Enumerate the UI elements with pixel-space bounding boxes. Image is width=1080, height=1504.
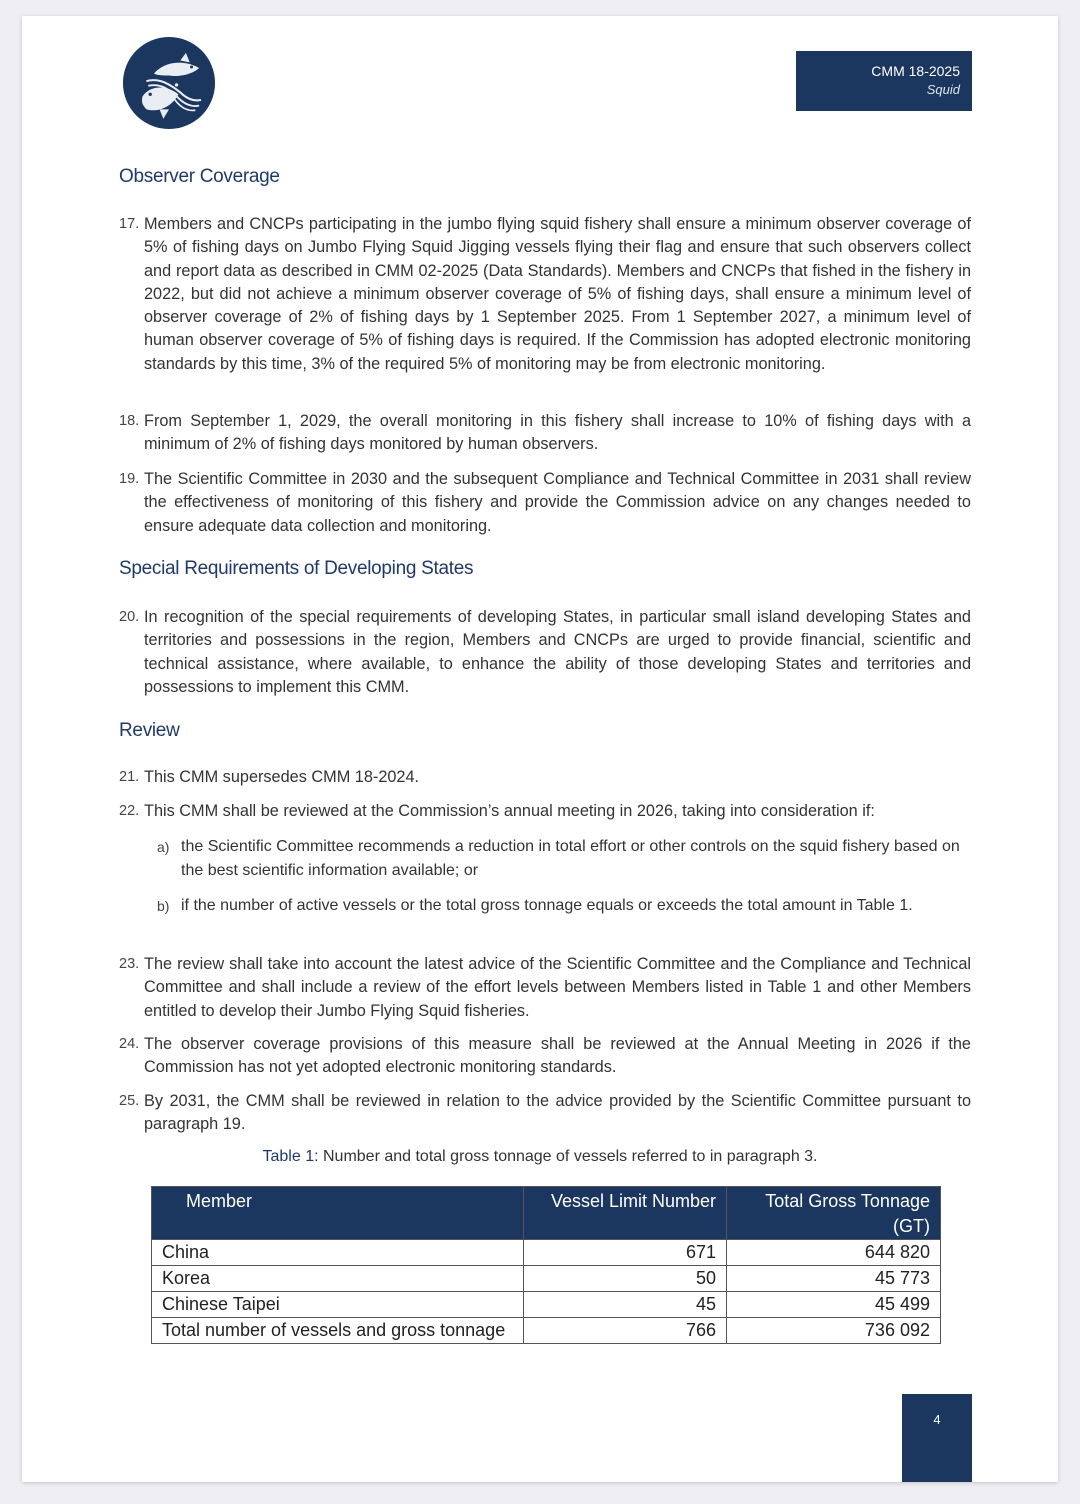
table-caption-text: Number and total gross tonnage of vessels referred to in paragraph 3. bbox=[318, 1148, 818, 1165]
paragraph-19 bbox=[119, 468, 971, 538]
sub-item-a bbox=[157, 835, 962, 883]
paragraph-23 bbox=[119, 953, 971, 1023]
column-header-gross-tonnage: Total Gross Tonnage (GT) bbox=[727, 1187, 941, 1240]
paragraph-number: 18. bbox=[119, 413, 140, 429]
member-cell: Total number of vessels and gross tonnage bbox=[152, 1318, 524, 1344]
paragraph-text: This CMM shall be reviewed at the Commission’s annual meeting in 2026, taking into consideration if: bbox=[144, 802, 875, 820]
document-code: CMM 18-2025 bbox=[871, 63, 960, 79]
paragraph-number: 17. bbox=[119, 216, 140, 232]
table-row bbox=[152, 1292, 941, 1318]
member-cell: Chinese Taipei bbox=[152, 1292, 524, 1318]
page-number: 4 bbox=[933, 1412, 941, 1427]
vessel-limit-cell: 671 bbox=[524, 1240, 727, 1266]
sub-item-label: a) bbox=[157, 839, 170, 855]
gross-tonnage-cell: 45 773 bbox=[727, 1266, 941, 1292]
paragraph-21 bbox=[119, 766, 971, 789]
paragraph-number: 20. bbox=[119, 609, 140, 625]
section-heading-developing-states: Special Requirements of Developing States bbox=[119, 558, 474, 579]
paragraph-text: The review shall take into account the latest advice of the Scientific Committee and the Compliance and Technical Committee and shall include a review of the effort levels between Members listed in Table 1 and other Members entitled to develop their Jumbo Flying Squid fisheries. bbox=[144, 955, 971, 1020]
paragraph-number: 23. bbox=[119, 956, 140, 972]
document-page bbox=[22, 16, 1058, 1482]
table-row bbox=[152, 1266, 941, 1292]
paragraph-text: The observer coverage provisions of this measure shall be reviewed at the Annual Meeting in 2026 if the Commission has not yet adopted electronic monitoring standards. bbox=[144, 1035, 971, 1077]
page-number-badge bbox=[902, 1394, 972, 1482]
sub-item-text: if the number of active vessels or the total gross tonnage equals or exceeds the total amount in Table 1. bbox=[181, 897, 913, 914]
member-cell: China bbox=[152, 1240, 524, 1266]
table-row-total bbox=[152, 1318, 941, 1344]
sub-item-text: the Scientific Committee recommends a reduction in total effort or other controls on the squid fishery based on the best scientific information available; or bbox=[181, 838, 960, 879]
paragraph-number: 24. bbox=[119, 1036, 140, 1052]
gross-tonnage-cell: 644 820 bbox=[727, 1240, 941, 1266]
vessel-tonnage-table bbox=[151, 1186, 941, 1344]
paragraph-20 bbox=[119, 606, 971, 699]
paragraph-text: In recognition of the special requirements of developing States, in particular small island developing States and territories and possessions in the region, Members and CNCPs are urged to provide financial, scientific and technical assistance, where available, to enhance the ability of those developing States and territories and possessions to implement this CMM. bbox=[144, 608, 971, 696]
paragraph-text: The Scientific Committee in 2030 and the subsequent Compliance and Technical Committee in 2031 shall review the effectiveness of monitoring of this fishery and provide the Commission advice on any changes needed to ensure adequate data collection and monitoring. bbox=[144, 470, 971, 535]
paragraph-17 bbox=[119, 213, 971, 376]
table-caption-label: Table 1: bbox=[262, 1148, 319, 1165]
sub-item-b bbox=[157, 894, 962, 918]
document-subject: Squid bbox=[926, 82, 960, 97]
gross-tonnage-cell: 45 499 bbox=[727, 1292, 941, 1318]
column-header-member: Member bbox=[152, 1187, 524, 1240]
paragraph-text: This CMM supersedes CMM 18-2024. bbox=[144, 768, 420, 786]
table-row bbox=[152, 1240, 941, 1266]
vessel-limit-cell: 766 bbox=[524, 1318, 727, 1344]
paragraph-number: 21. bbox=[119, 769, 140, 785]
paragraph-number: 19. bbox=[119, 471, 140, 487]
paragraph-18 bbox=[119, 410, 971, 457]
paragraph-text: Members and CNCPs participating in the jumbo flying squid fishery shall ensure a minimum observer coverage of 5% of fishing days on Jumbo Flying Squid Jigging vessels flying their flag and ensure that such observers collect and report data as described in CMM 02-2025 (Data Standards). Members and CNCPs that fished in the fishery in 2022, but did not achieve a minimum observer coverage of 5% of fishing days, shall ensure a minimum level of observer coverage of 2% of fishing days by 1 September 2025. From 1 September 2027, a minimum level of human observer coverage of 5% of fishing days is required. If the Commission has adopted electronic monitoring standards by this time, 3% of the required 5% of monitoring may be from electronic monitoring. bbox=[144, 215, 971, 373]
column-header-vessel-limit: Vessel Limit Number bbox=[524, 1187, 727, 1240]
paragraph-text: From September 1, 2029, the overall monitoring in this fishery shall increase to 10% of fishing days with a minimum of 2% of fishing days monitored by human observers. bbox=[144, 412, 971, 454]
paragraph-22 bbox=[119, 800, 971, 823]
document-code-badge bbox=[796, 51, 972, 111]
paragraph-25 bbox=[119, 1090, 971, 1137]
section-heading-observer-coverage: Observer Coverage bbox=[119, 166, 280, 187]
paragraph-24 bbox=[119, 1033, 971, 1080]
sub-item-label: b) bbox=[157, 898, 170, 914]
table-header-row bbox=[152, 1187, 941, 1240]
member-cell: Korea bbox=[152, 1266, 524, 1292]
gross-tonnage-cell: 736 092 bbox=[727, 1318, 941, 1344]
paragraph-text: By 2031, the CMM shall be reviewed in relation to the advice provided by the Scientific Committee pursuant to paragraph 19. bbox=[144, 1092, 971, 1134]
vessel-limit-cell: 45 bbox=[524, 1292, 727, 1318]
fish-logo-icon bbox=[122, 36, 216, 130]
table-caption bbox=[22, 1148, 1058, 1166]
paragraph-number: 25. bbox=[119, 1093, 140, 1109]
paragraph-number: 22. bbox=[119, 803, 140, 819]
vessel-limit-cell: 50 bbox=[524, 1266, 727, 1292]
section-heading-review: Review bbox=[119, 720, 180, 741]
